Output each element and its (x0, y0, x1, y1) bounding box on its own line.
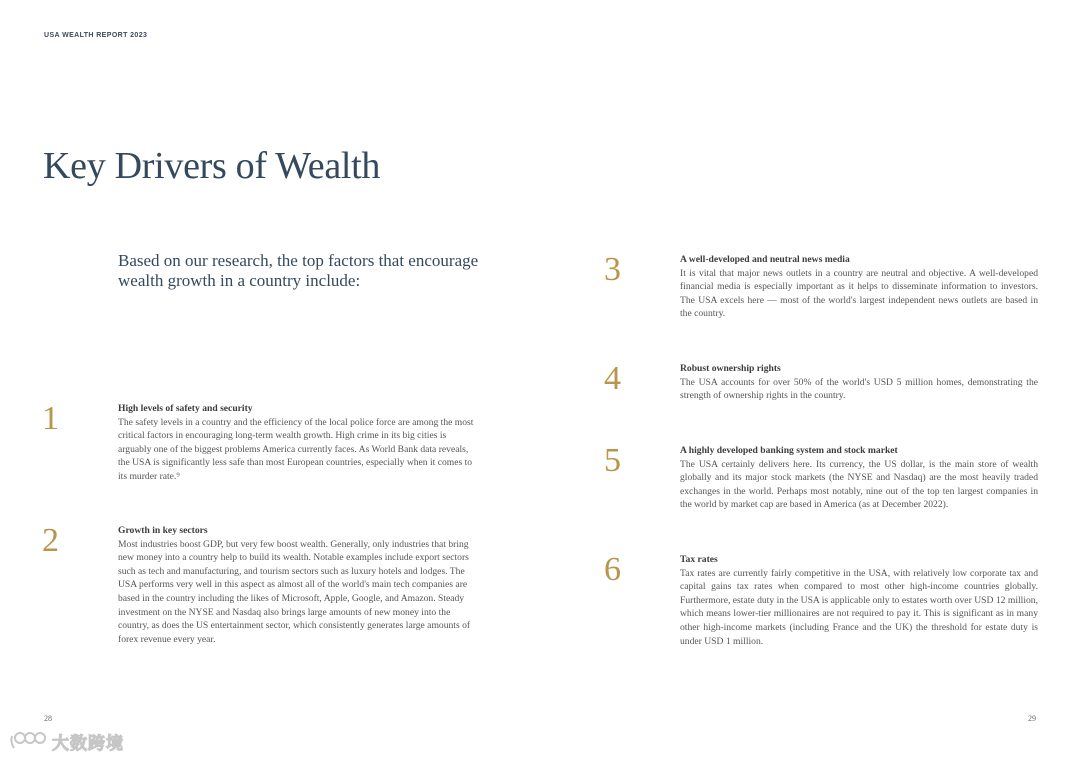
factor-body: Most industries boost GDP, but very few boost wealth. Generally, only industries that bring new money into a country help to build its wealth. Notable examples include export sectors such as tech and manufacturing, and tourism sectors such as luxury hotels and lodges. The USA performs very well in this aspect as almost all of the world's main tech companies are based in the country including the likes of Microsoft, Apple, Google, and Amazon. Steady investment on the NYSE and Nasdaq also brings large amounts of new money into the country, as does the US entertainment sector, which consistently generates large amounts of forex revenue every year. (118, 538, 471, 645)
factor-number: 2 (42, 522, 59, 559)
factor-number: 6 (604, 551, 621, 588)
factor-number: 5 (604, 442, 621, 479)
watermark (8, 728, 124, 754)
factor-title: A well-developed and neutral news media (680, 254, 850, 265)
factor-number: 4 (604, 360, 621, 397)
factor-number: 1 (42, 400, 59, 437)
factor-title: Robust ownership rights (680, 363, 781, 374)
factor-body: The USA certainly delivers here. Its currency, the US dollar, is the main store of wealth globally and its major stock markets (the NYSE and Nasdaq) are the most heavily traded exchanges in the world. Perhaps most notably, nine out of the top ten largest companies in the world by market cap are based in America (as at December 2022). (680, 458, 1038, 511)
intro-text: Based on our research, the top factors that encourage wealth growth in a country include: (118, 251, 479, 290)
watermark-logo-icon (8, 728, 48, 754)
report-header: USA WEALTH REPORT 2023 (44, 32, 148, 39)
page-number-right: 29 (1028, 714, 1036, 723)
factor-title: High levels of safety and security (118, 403, 253, 414)
factor-title: Growth in key sectors (118, 525, 208, 536)
page-number-left: 28 (44, 714, 52, 723)
factor-body: The USA accounts for over 50% of the world's USD 5 million homes, demonstrating the strength of ownership rights in the country. (680, 376, 1038, 402)
factor-body: Tax rates are currently fairly competitive in the USA, with relatively low corporate tax and capital gains tax rates when compared to most other high-income countries globally. Furthermore, estate duty in the USA is applicable only to estates worth over USD 12 million, which means lower-tier millionaires are not required to pay it. This is significant as in many other high-income markets (including France and the UK) the threshold for estate duty is under USD 1 million. (680, 567, 1038, 647)
factor-title: Tax rates (680, 554, 718, 565)
factor-body: It is vital that major news outlets in a country are neutral and objective. A well-developed financial media is especially important as it helps to disseminate information to investors. The USA excels here — most of the world's largest independent news outlets are based in the country. (680, 267, 1038, 320)
factor-body: The safety levels in a country and the efficiency of the local police force are among the most critical factors in encouraging long-term wealth growth. High crime in its big cities is arguably one of the biggest problems America currently faces. As World Bank data reveals, the USA is significantly less safe than most European countries, especially when it comes to its murder rate.⁹ (118, 416, 474, 482)
factor-title: A highly developed banking system and stock market (680, 445, 898, 456)
watermark-text: 大数跨境 (52, 733, 124, 754)
page-title: Key Drivers of Wealth (43, 145, 381, 187)
factor-number: 3 (604, 251, 621, 288)
